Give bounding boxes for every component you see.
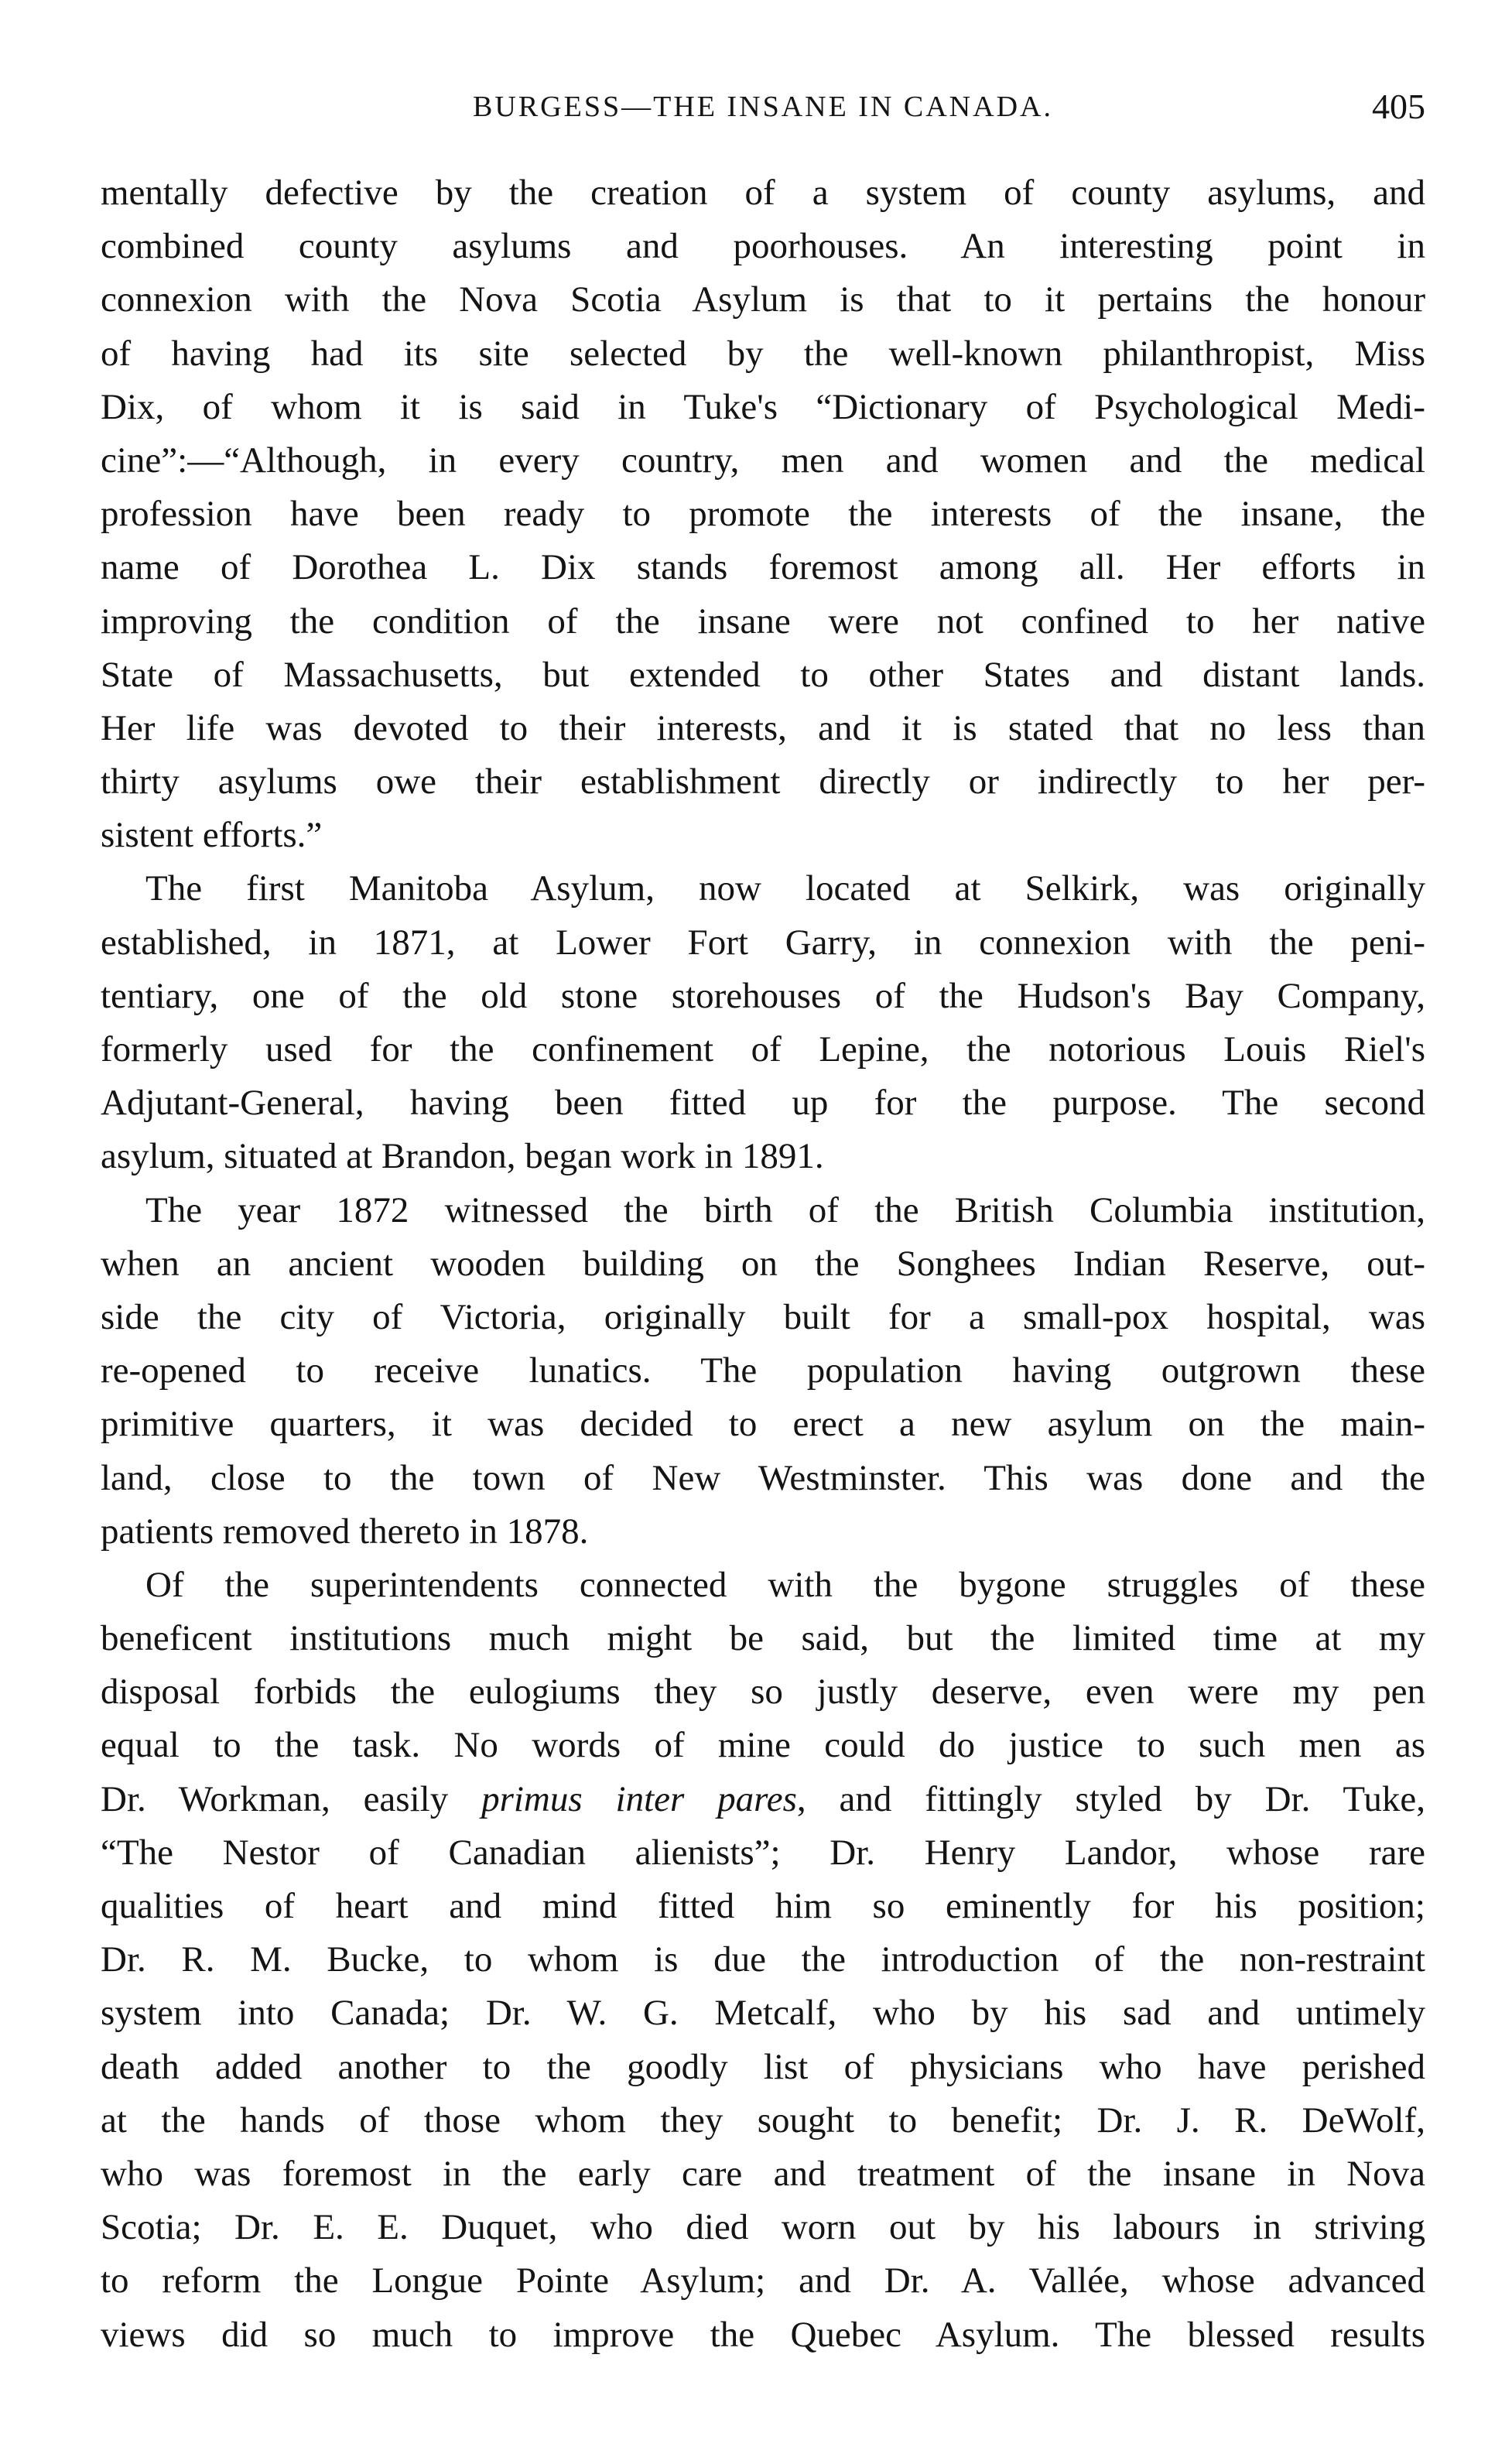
text-line: patients removed thereto in 1878.: [101, 1511, 589, 1552]
text-line: Of the superintendents connected with the bygone struggles of these: [145, 1564, 1425, 1605]
text-line: beneficent institutions much might be said, but the limited time at my: [101, 1618, 1425, 1659]
text-line: qualities of heart and mind fitted him so eminently for his position;: [101, 1886, 1425, 1926]
text-line: Her life was devoted to their interests, and it is stated that no less than: [101, 707, 1425, 748]
text-line: equal to the task. No words of mine could do justice to such men as: [101, 1725, 1425, 1766]
text-line: thirty asylums owe their establishment directly or indirectly to her per-: [101, 761, 1425, 802]
text-line: profession have been ready to promote the interests of the insane, the: [101, 494, 1425, 535]
text-line: sistent efforts.”: [101, 815, 323, 856]
text-line: Dr. Workman, easily primus inter pares, and fittingly styled by Dr. Tuke,: [101, 1778, 1426, 1819]
paragraph-2: [101, 862, 1425, 1183]
text-line: re-opened to receive lunatics. The population having outgrown these: [101, 1350, 1425, 1391]
text-line: name of Dorothea L. Dix stands foremost among all. Her efforts in: [101, 547, 1425, 588]
text-line: “The Nestor of Canadian alienists”; Dr. Henry Landor, whose rare: [101, 1832, 1425, 1873]
text-line: Scotia; Dr. E. E. Duquet, who died worn out by his labours in striving: [101, 2207, 1425, 2248]
text-line: to reform the Longue Pointe Asylum; and Dr. A. Vallée, whose advanced: [101, 2260, 1425, 2301]
text-line: death added another to the goodly list of physicians who have perished: [101, 2046, 1425, 2087]
page-number: 405: [1372, 87, 1425, 126]
running-head: BURGESS—THE INSANE IN CANADA.: [473, 91, 1053, 123]
text-line: of having had its site selected by the well-known philanthropist, Miss: [101, 333, 1425, 374]
text-line: formerly used for the confinement of Lepine, the notorious Louis Riel's: [101, 1029, 1425, 1069]
text-line: Dix, of whom it is said in Tuke's “Dictionary of Psychological Medi-: [101, 386, 1425, 427]
text-line: connexion with the Nova Scotia Asylum is that to it pertains the honour: [101, 279, 1425, 320]
text-line: when an ancient wooden building on the Songhees Indian Reserve, out-: [101, 1243, 1425, 1284]
text-line: Dr. R. M. Bucke, to whom is due the introduction of the non-restraint: [101, 1939, 1425, 1980]
paragraph-1: [101, 166, 1425, 862]
body-text: [101, 166, 1425, 2362]
text-line: The year 1872 witnessed the birth of the British Columbia institution,: [145, 1189, 1425, 1230]
text-line: combined county asylums and poorhouses. An interesting point in: [101, 226, 1425, 267]
text-line: system into Canada; Dr. W. G. Metcalf, who by his sad and untimely: [101, 1993, 1425, 2034]
text-line: who was foremost in the early care and treatment of the insane in Nova: [101, 2153, 1425, 2194]
text-line: disposal forbids the eulogiums they so justly deserve, even were my pen: [101, 1672, 1425, 1713]
text-line: at the hands of those whom they sought to benefit; Dr. J. R. DeWolf,: [101, 2099, 1425, 2141]
text-line: State of Massachusetts, but extended to other States and distant lands.: [101, 654, 1425, 695]
text-line: asylum, situated at Brandon, began work in 1891.: [101, 1136, 824, 1177]
text-line: tentiary, one of the old stone storehouses of the Hudson's Bay Company,: [101, 975, 1425, 1016]
text-line: land, close to the town of New Westminster. This was done and the: [101, 1457, 1425, 1498]
text-line: established, in 1871, at Lower Fort Garry, in connexion with the peni-: [101, 922, 1425, 963]
page-header: [101, 84, 1425, 130]
text-line: improving the condition of the insane were not confined to her native: [101, 601, 1425, 642]
text-line: primitive quarters, it was decided to erect a new asylum on the main-: [101, 1404, 1425, 1445]
text-line: The first Manitoba Asylum, now located at Selkirk, was originally: [145, 868, 1425, 909]
text-line: side the city of Victoria, originally built for a small-pox hospital, was: [101, 1296, 1425, 1337]
paragraph-4: [101, 1559, 1425, 2362]
text-line: Adjutant-General, having been fitted up for the purpose. The second: [101, 1083, 1425, 1124]
text-line: cine”:—“Although, in every country, men and women and the medical: [101, 440, 1425, 481]
text-line: mentally defective by the creation of a system of county asylums, and: [101, 173, 1425, 213]
italic-phrase: primus inter pares: [481, 1778, 797, 1819]
paragraph-3: [101, 1184, 1425, 1559]
text-line: views did so much to improve the Quebec Asylum. The blessed results: [101, 2314, 1425, 2355]
